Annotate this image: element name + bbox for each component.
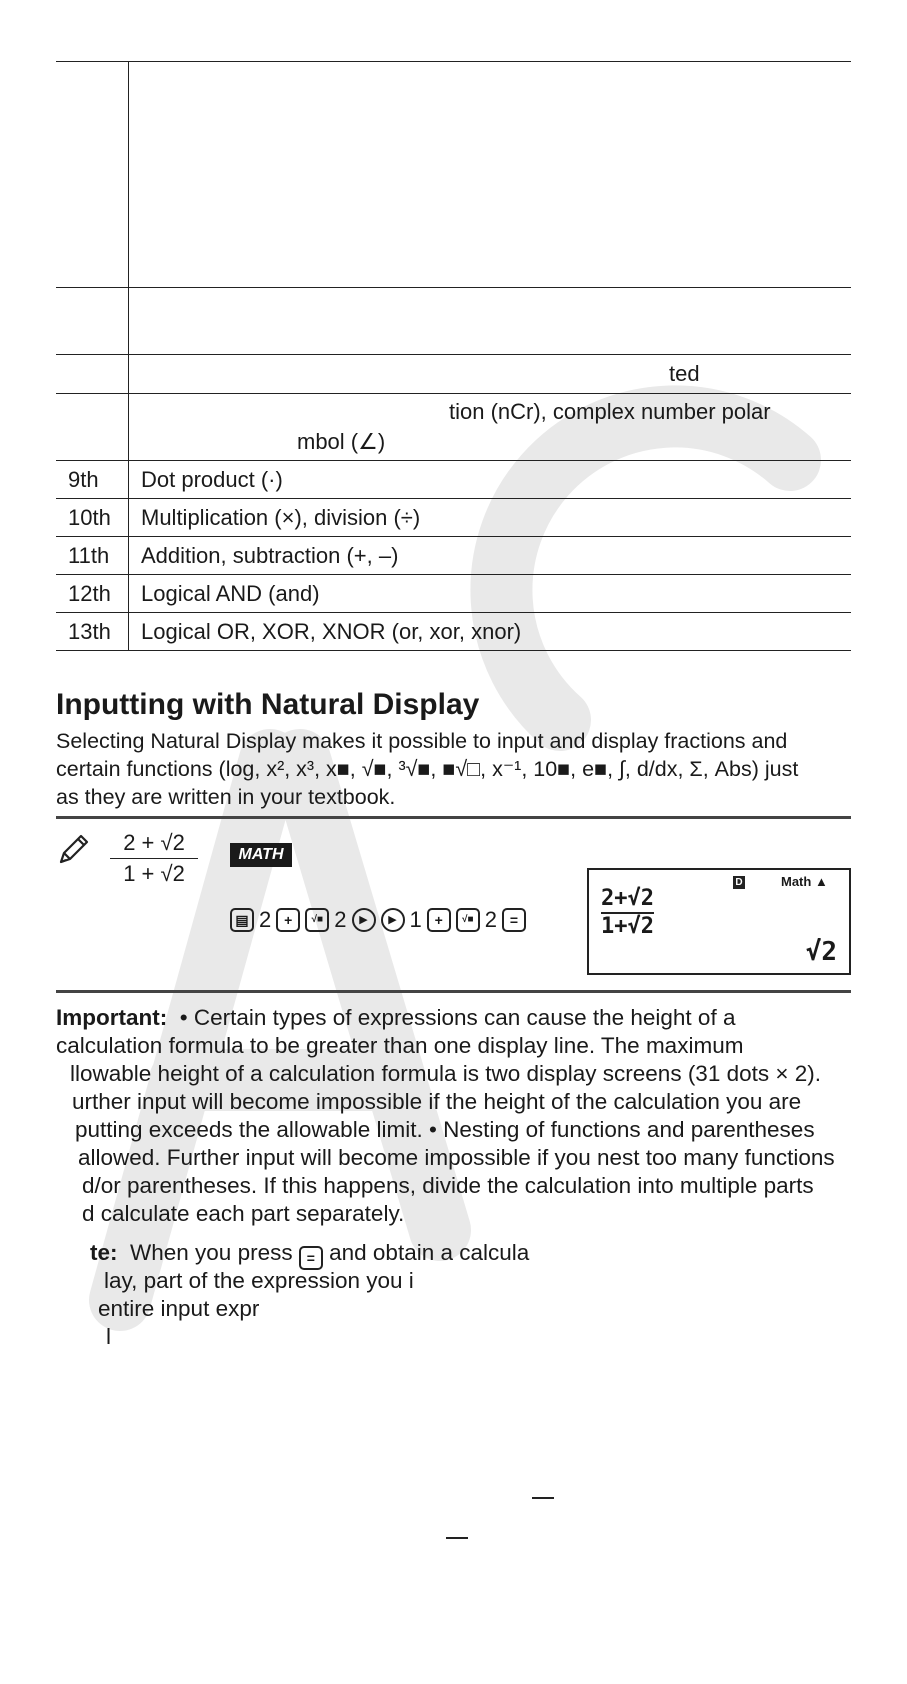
table-row <box>56 613 851 651</box>
rank-cell <box>56 62 129 288</box>
important-text: • Certain types of expressions can cause the height of a <box>179 1005 736 1030</box>
stray-mark <box>446 1537 468 1539</box>
rank-cell <box>56 394 129 461</box>
note-line: l <box>106 1324 111 1349</box>
table-row <box>56 394 851 461</box>
fraction-key-icon: ▤ <box>230 908 254 932</box>
intro-line: certain functions (log, x², x³, x■, √■, ³√■, ■√□, x⁻¹, 10■, e■, ∫, d/dx, Σ, Abs) just <box>56 757 799 781</box>
description-cell: Addition, subtraction (+, –) <box>129 537 852 575</box>
important-line: calculation formula to be greater than one display line. The maximum <box>56 1033 744 1058</box>
description-cell: Logical AND (and) <box>129 575 852 613</box>
digit: 2 <box>484 907 497 932</box>
description-line: mbol (∠) <box>297 429 386 454</box>
calculator-screen <box>587 868 851 975</box>
stray-mark <box>532 1497 554 1499</box>
important-line <box>56 1004 851 1032</box>
rank-cell: 13th <box>56 613 129 651</box>
math-indicator: Math ▲ <box>781 874 828 889</box>
rank-cell <box>56 355 129 394</box>
math-mode-badge: MATH <box>230 843 292 867</box>
important-line: d/or parentheses. If this happens, divide the calculation into multiple parts <box>82 1173 814 1198</box>
table-row <box>56 575 851 613</box>
equals-key-icon: = <box>299 1246 323 1270</box>
rank-cell: 12th <box>56 575 129 613</box>
section-title: Inputting with Natural Display <box>56 688 480 721</box>
degree-indicator: D <box>733 876 745 889</box>
screen-numerator: 2+√2 <box>601 886 654 914</box>
description-line: tion (nCr), complex number polar <box>449 399 771 424</box>
digit: 2 <box>259 907 272 932</box>
fraction-numerator: 2 + √2 <box>110 830 198 859</box>
rank-cell <box>56 288 129 355</box>
intro-line: as they are written in your textbook. <box>56 785 396 809</box>
table-row <box>56 537 851 575</box>
sqrt-key-icon: √■ <box>305 908 329 932</box>
description-cell <box>129 62 852 288</box>
equals-key-icon: = <box>502 908 526 932</box>
rank-cell: 10th <box>56 499 129 537</box>
priority-table <box>56 61 851 651</box>
rank-cell: 9th <box>56 461 129 499</box>
description-cell: ted <box>129 355 852 394</box>
note-line: lay, part of the expression you i <box>104 1268 414 1293</box>
table-row <box>56 499 851 537</box>
description-cell <box>129 394 852 461</box>
table-row <box>56 288 851 355</box>
important-line: d calculate each part separately. <box>82 1201 405 1226</box>
digit: 2 <box>334 907 347 932</box>
important-label: Important: <box>56 1005 168 1030</box>
fraction-denominator: 1 + √2 <box>123 861 185 886</box>
note-line: entire input expr <box>98 1296 260 1321</box>
description-cell <box>129 288 852 355</box>
important-paragraph <box>56 1004 851 1228</box>
important-line: allowed. Further input will become impossible if you nest too many functions <box>78 1145 835 1170</box>
divider <box>56 816 851 819</box>
intro-line: Selecting Natural Display makes it possible to input and display fractions and <box>56 729 788 753</box>
example-fraction <box>110 830 198 887</box>
screen-result: √2 <box>805 937 837 967</box>
pencil-icon <box>55 832 91 868</box>
table-row <box>56 355 851 394</box>
key-sequence <box>230 905 526 935</box>
digit: 1 <box>409 907 422 932</box>
right-arrow-key-icon: ▶ <box>381 908 405 932</box>
note-label: te: <box>90 1240 118 1265</box>
description-cell: Dot product (·) <box>129 461 852 499</box>
note-text: When you press <box>130 1240 293 1265</box>
screen-denominator: 1+√2 <box>601 914 654 939</box>
important-line: putting exceeds the allowable limit. • Nesting of functions and parentheses <box>75 1117 815 1142</box>
important-line: urther input will become impossible if the height of the calculation you are <box>72 1089 802 1114</box>
divider <box>56 990 851 993</box>
plus-key-icon: + <box>427 908 451 932</box>
description-cell: Multiplication (×), division (÷) <box>129 499 852 537</box>
description-cell: Logical OR, XOR, XNOR (or, xor, xnor) <box>129 613 852 651</box>
table-row <box>56 62 851 288</box>
plus-key-icon: + <box>276 908 300 932</box>
note-line <box>90 1240 529 1270</box>
screen-expression <box>601 886 654 939</box>
table-row <box>56 461 851 499</box>
rank-cell: 11th <box>56 537 129 575</box>
section-intro <box>56 727 851 811</box>
important-line: llowable height of a calculation formula is two display screens (31 dots × 2). <box>70 1061 822 1086</box>
sqrt-key-icon: √■ <box>456 908 480 932</box>
right-arrow-key-icon: ▶ <box>352 908 376 932</box>
note-text: and obtain a calcula <box>329 1240 530 1265</box>
